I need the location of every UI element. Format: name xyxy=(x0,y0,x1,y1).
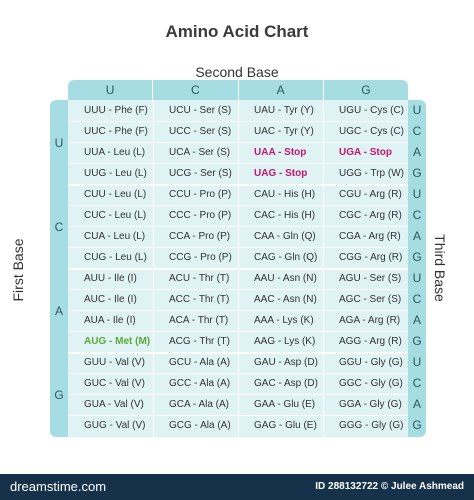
row-divider xyxy=(68,289,408,290)
codon-cell: CUA - Leu (L) xyxy=(68,226,153,247)
codon-cell: GGG - Gly (G) xyxy=(323,415,408,436)
third-base-cell: A xyxy=(412,397,421,411)
first-base-g: G xyxy=(54,388,64,402)
codon-cell: GUA - Val (V) xyxy=(68,394,153,415)
third-base-cell: U xyxy=(412,271,422,285)
codon-cell: CCC - Pro (P) xyxy=(153,205,238,226)
codon-cell: AUU - Ile (I) xyxy=(68,268,153,289)
codon-cell: CAC - His (H) xyxy=(238,205,323,226)
second-base-label: Second Base xyxy=(195,64,279,80)
footer-bar xyxy=(0,474,474,500)
codon-cell: GUG - Val (V) xyxy=(68,415,153,436)
row-divider xyxy=(68,142,408,143)
codon-cell: GAC - Asp (D) xyxy=(238,373,323,394)
third-base-cell: A xyxy=(412,313,421,327)
codon-cell: UCC - Ser (S) xyxy=(153,121,238,142)
codon-cell: GCG - Ala (A) xyxy=(153,415,238,436)
second-base-a: A xyxy=(238,80,323,100)
third-base-cell: G xyxy=(412,418,422,432)
codon-cell: GCU - Ala (A) xyxy=(153,352,238,373)
codon-cell: CGU - Arg (R) xyxy=(323,184,408,205)
third-base-cell: G xyxy=(412,250,422,264)
row-divider xyxy=(68,247,408,248)
row-divider xyxy=(68,268,408,270)
second-base-c: C xyxy=(152,80,237,100)
third-base-cell: G xyxy=(412,334,422,348)
codon-cell: GGA - Gly (G) xyxy=(323,394,408,415)
codon-cell: ACU - Thr (T) xyxy=(153,268,238,289)
codon-cell: GCA - Ala (A) xyxy=(153,394,238,415)
codon-cell: CAU - His (H) xyxy=(238,184,323,205)
codon-cell: CUU - Leu (L) xyxy=(68,184,153,205)
third-base-cell: C xyxy=(412,376,422,390)
codon-cell: AGC - Ser (S) xyxy=(323,289,408,310)
codon-cell: UCU - Ser (S) xyxy=(153,100,238,121)
codon-cell: AAA - Lys (K) xyxy=(238,310,323,331)
row-divider xyxy=(68,331,408,332)
codon-cell: UGC - Cys (C) xyxy=(323,121,408,142)
third-base-cell: C xyxy=(412,292,422,306)
codon-cell: UUG - Leu (L) xyxy=(68,163,153,184)
codon-cell: UAG - Stop xyxy=(238,163,323,184)
footer-credit: ID 288132722 © Julee Ashmead xyxy=(315,481,464,492)
codon-cell: CUG - Leu (L) xyxy=(68,247,153,268)
codon-cell: AUC - Ile (I) xyxy=(68,289,153,310)
second-base-g: G xyxy=(323,80,408,100)
codon-cell: AUA - Ile (I) xyxy=(68,310,153,331)
row-divider xyxy=(68,394,408,395)
codon-cell: GAG - Glu (E) xyxy=(238,415,323,436)
third-base-cell: U xyxy=(412,355,422,369)
first-base-a: A xyxy=(54,304,63,318)
second-base-u: U xyxy=(105,83,115,97)
codon-cell: GCC - Ala (A) xyxy=(153,373,238,394)
third-base-cell: C xyxy=(412,124,422,138)
codon-cell: UAU - Tyr (Y) xyxy=(238,100,323,121)
codon-cell: UGA - Stop xyxy=(323,142,408,163)
row-divider xyxy=(68,163,408,164)
codon-cell: GGU - Gly (G) xyxy=(323,352,408,373)
codon-cell: CCA - Pro (P) xyxy=(153,226,238,247)
codon-cell: GGC - Gly (G) xyxy=(323,373,408,394)
codon-cell: GUC - Val (V) xyxy=(68,373,153,394)
codon-cell: ACG - Thr (T) xyxy=(153,331,238,352)
row-divider xyxy=(68,205,408,206)
first-base-u: U xyxy=(54,136,64,150)
codon-cell: GAU - Asp (D) xyxy=(238,352,323,373)
row-divider xyxy=(68,310,408,311)
codon-cell: GAA - Glu (E) xyxy=(238,394,323,415)
codon-cell: CGG - Arg (R) xyxy=(323,247,408,268)
codon-cell: AAC - Asn (N) xyxy=(238,289,323,310)
codon-cell: CCG - Pro (P) xyxy=(153,247,238,268)
codon-cell: AGA - Arg (R) xyxy=(323,310,408,331)
row-divider xyxy=(68,121,408,122)
codon-cell: UAC - Tyr (Y) xyxy=(238,121,323,142)
codon-cell: ACA - Thr (T) xyxy=(153,310,238,331)
codon-cell: UAA - Stop xyxy=(238,142,323,163)
codon-cell: UUC - Phe (F) xyxy=(68,121,153,142)
second-base-header xyxy=(68,80,408,100)
codon-cell: UUU - Phe (F) xyxy=(68,100,153,121)
codon-cell: GUU - Val (V) xyxy=(68,352,153,373)
codon-cell: UGG - Trp (W) xyxy=(323,163,408,184)
row-divider xyxy=(68,184,408,186)
codon-cell: CAA - Gln (Q) xyxy=(238,226,323,247)
third-base-cell: A xyxy=(412,229,421,243)
first-base-column xyxy=(50,100,68,437)
codon-cell: CCU - Pro (P) xyxy=(153,184,238,205)
codon-cell: UCA - Ser (S) xyxy=(153,142,238,163)
chart-title: Amino Acid Chart xyxy=(165,22,309,41)
codon-cell: UGU - Cys (C) xyxy=(323,100,408,121)
codon-cell: AAG - Lys (K) xyxy=(238,331,323,352)
third-base-cell: U xyxy=(412,187,422,201)
row-divider xyxy=(68,352,408,354)
codon-cell: AUG - Met (M) xyxy=(68,331,153,352)
footer-logo: dreamstime.com xyxy=(10,479,107,494)
third-base-cell: G xyxy=(412,166,422,180)
codon-cell: AAU - Asn (N) xyxy=(238,268,323,289)
codon-cell: CGC - Arg (R) xyxy=(323,205,408,226)
codon-cell: UCG - Ser (S) xyxy=(153,163,238,184)
first-base-c: C xyxy=(54,220,64,234)
codon-cell: CUC - Leu (L) xyxy=(68,205,153,226)
codon-cell: CAG - Gln (Q) xyxy=(238,247,323,268)
codon-cell: CGA - Arg (R) xyxy=(323,226,408,247)
row-divider xyxy=(68,226,408,227)
codon-cell: AGU - Ser (S) xyxy=(323,268,408,289)
first-base-label: First Base xyxy=(10,238,26,302)
third-base-cell: C xyxy=(412,208,422,222)
codon-cell: ACC - Thr (T) xyxy=(153,289,238,310)
row-divider xyxy=(68,415,408,416)
codon-cell: UUA - Leu (L) xyxy=(68,142,153,163)
third-base-cell: A xyxy=(412,145,421,159)
row-divider xyxy=(68,373,408,374)
third-base-cell: U xyxy=(412,103,422,117)
third-base-label: Third Base xyxy=(432,234,448,302)
third-base-column xyxy=(408,100,426,437)
codon-cell: AGG - Arg (R) xyxy=(323,331,408,352)
